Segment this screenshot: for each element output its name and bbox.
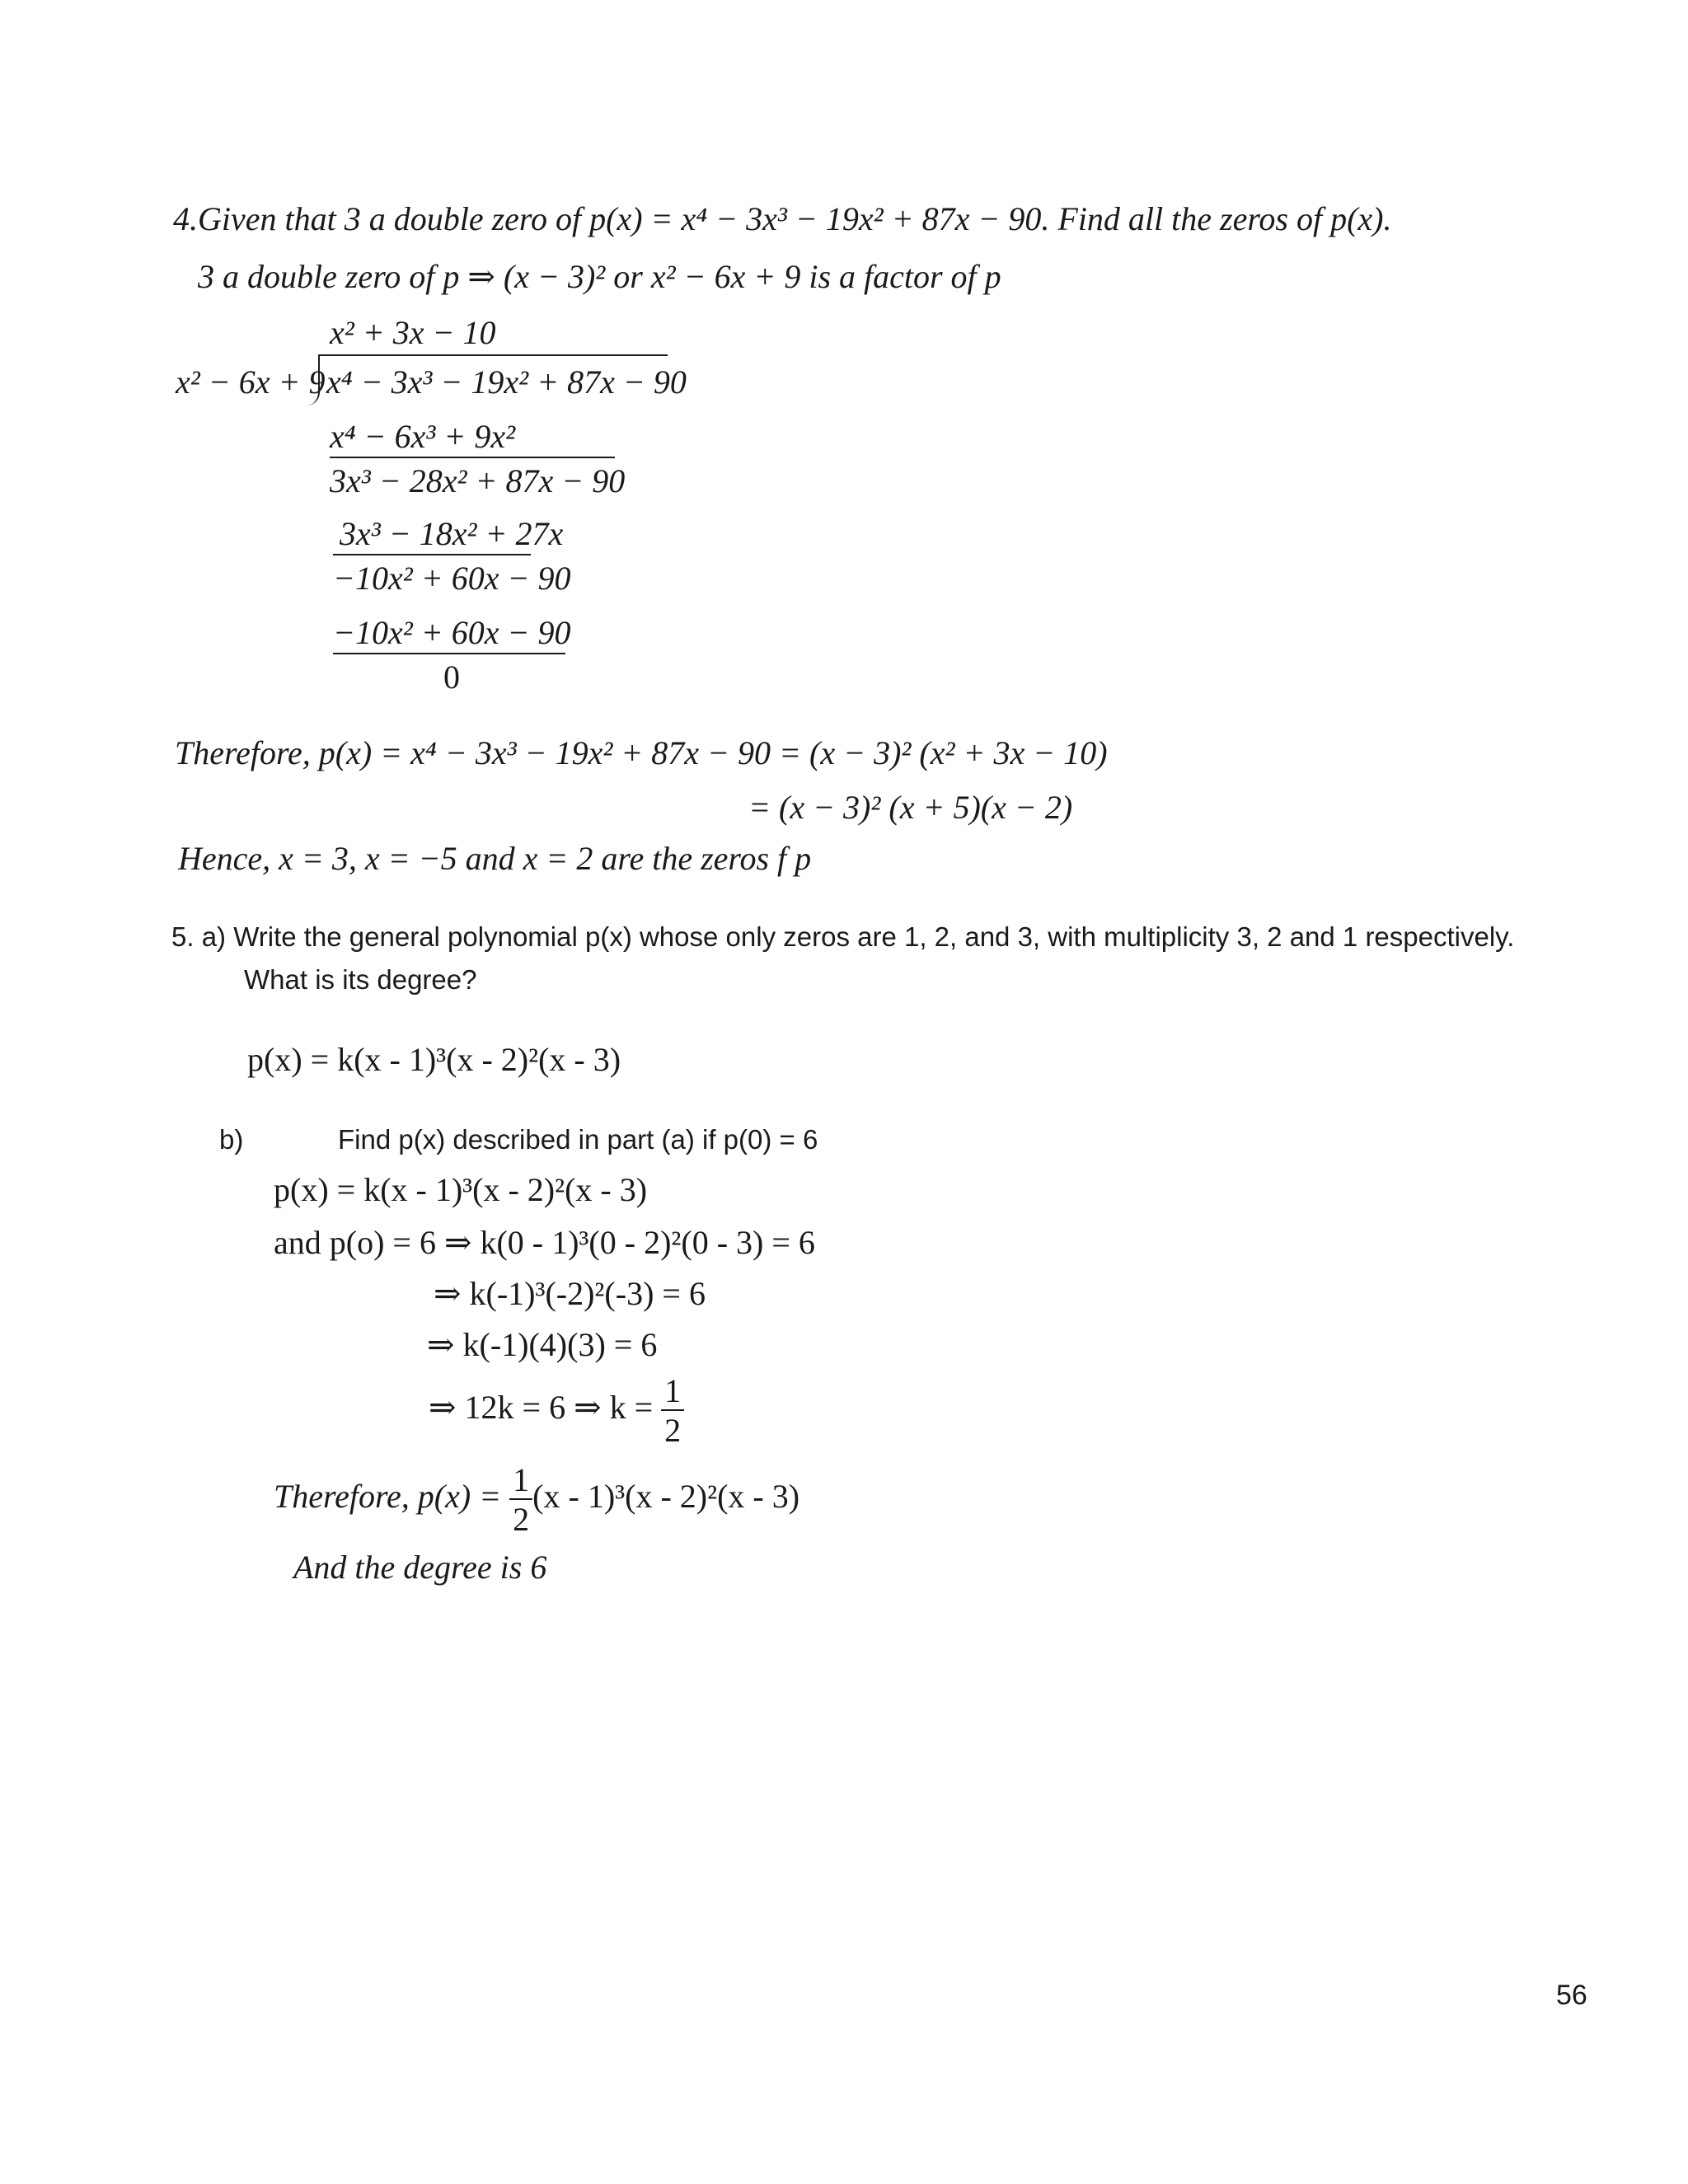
division-rule-2 — [333, 554, 531, 555]
division-step2-subtrahend: 3x³ − 18x² + 27x — [340, 515, 564, 552]
division-step3-subtrahend: −10x² + 60x − 90 — [333, 614, 571, 651]
part-b-therefore-text: Therefore, p(x) = — [274, 1478, 510, 1516]
part-b-line-5-text: ⇒ 12k = 6 ⇒ k = — [429, 1389, 662, 1427]
division-step2-remainder: −10x² + 60x − 90 — [333, 560, 571, 597]
part-b-line-3: ⇒ k(-1)³(-2)²(-3) = 6 — [434, 1275, 706, 1312]
part-b-therefore-line — [274, 1461, 800, 1538]
division-quotient: x² + 3x − 10 — [330, 314, 496, 351]
part-b-line-5 — [429, 1372, 684, 1449]
problem4-factored-line: = (x − 3)² (x + 5)(x − 2) — [748, 789, 1073, 826]
division-final-remainder: 0 — [443, 658, 460, 696]
k-fraction-denominator: 2 — [664, 1412, 682, 1449]
k-fraction — [661, 1372, 684, 1449]
half-fraction-numerator: 1 — [509, 1464, 532, 1500]
problem5-part-a-answer: p(x) = k(x - 1)³(x - 2)²(x - 3) — [247, 1041, 621, 1078]
part-b-therefore-factors: (x - 1)³(x - 2)²(x - 3) — [532, 1478, 800, 1516]
problem5-part-b-question: Find p(x) described in part (a) if p(0) = 6 — [338, 1124, 818, 1155]
page-number: 56 — [1556, 1980, 1587, 2011]
half-fraction-denominator: 2 — [513, 1501, 530, 1538]
division-step1-remainder: 3x³ − 28x² + 87x − 90 — [330, 462, 626, 499]
part-b-line-2: and p(o) = 6 ⇒ k(0 - 1)³(0 - 2)²(0 - 3) = 6 — [274, 1224, 815, 1261]
division-divisor: x² − 6x + 9 — [176, 363, 326, 401]
division-step1-subtrahend: x⁴ − 6x³ + 9x² — [330, 418, 516, 455]
division-bracket — [307, 354, 320, 405]
half-fraction — [509, 1461, 532, 1538]
part-b-degree-line: And the degree is 6 — [293, 1549, 547, 1586]
problem4-hence-line: Hence, x = 3, x = −5 and x = 2 are the zeros f p — [178, 840, 812, 877]
division-rule-3 — [333, 653, 565, 654]
division-rule-1 — [330, 457, 615, 458]
problem4-therefore-line: Therefore, p(x) = x⁴ − 3x³ − 19x² + 87x − 90 = (x − 3)² (x² + 3x − 10) — [175, 734, 1108, 771]
problem4-factor-line: 3 a double zero of p ⇒ (x − 3)² or x² − 6x + 9 is a factor of p — [198, 258, 1001, 295]
division-overline — [318, 354, 668, 356]
problem5-part-a-line2: What is its degree? — [244, 964, 477, 995]
problem5-part-a-line1: 5. a) Write the general polynomial p(x) whose only zeros are 1, 2, and 3, with multiplicity 3, 2 and 1 respectively. — [171, 921, 1515, 952]
part-b-line-1: p(x) = k(x - 1)³(x - 2)²(x - 3) — [274, 1171, 648, 1208]
problem5-part-b-label: b) — [219, 1124, 244, 1155]
part-b-line-4: ⇒ k(-1)(4)(3) = 6 — [427, 1326, 658, 1363]
k-fraction-numerator: 1 — [661, 1375, 684, 1411]
problem4-statement: 4.Given that 3 a double zero of p(x) = x⁴ − 3x³ − 19x² + 87x − 90. Find all the zeros of p(x). — [173, 200, 1392, 237]
division-dividend: x⁴ − 3x³ − 19x² + 87x − 90 — [326, 363, 687, 401]
